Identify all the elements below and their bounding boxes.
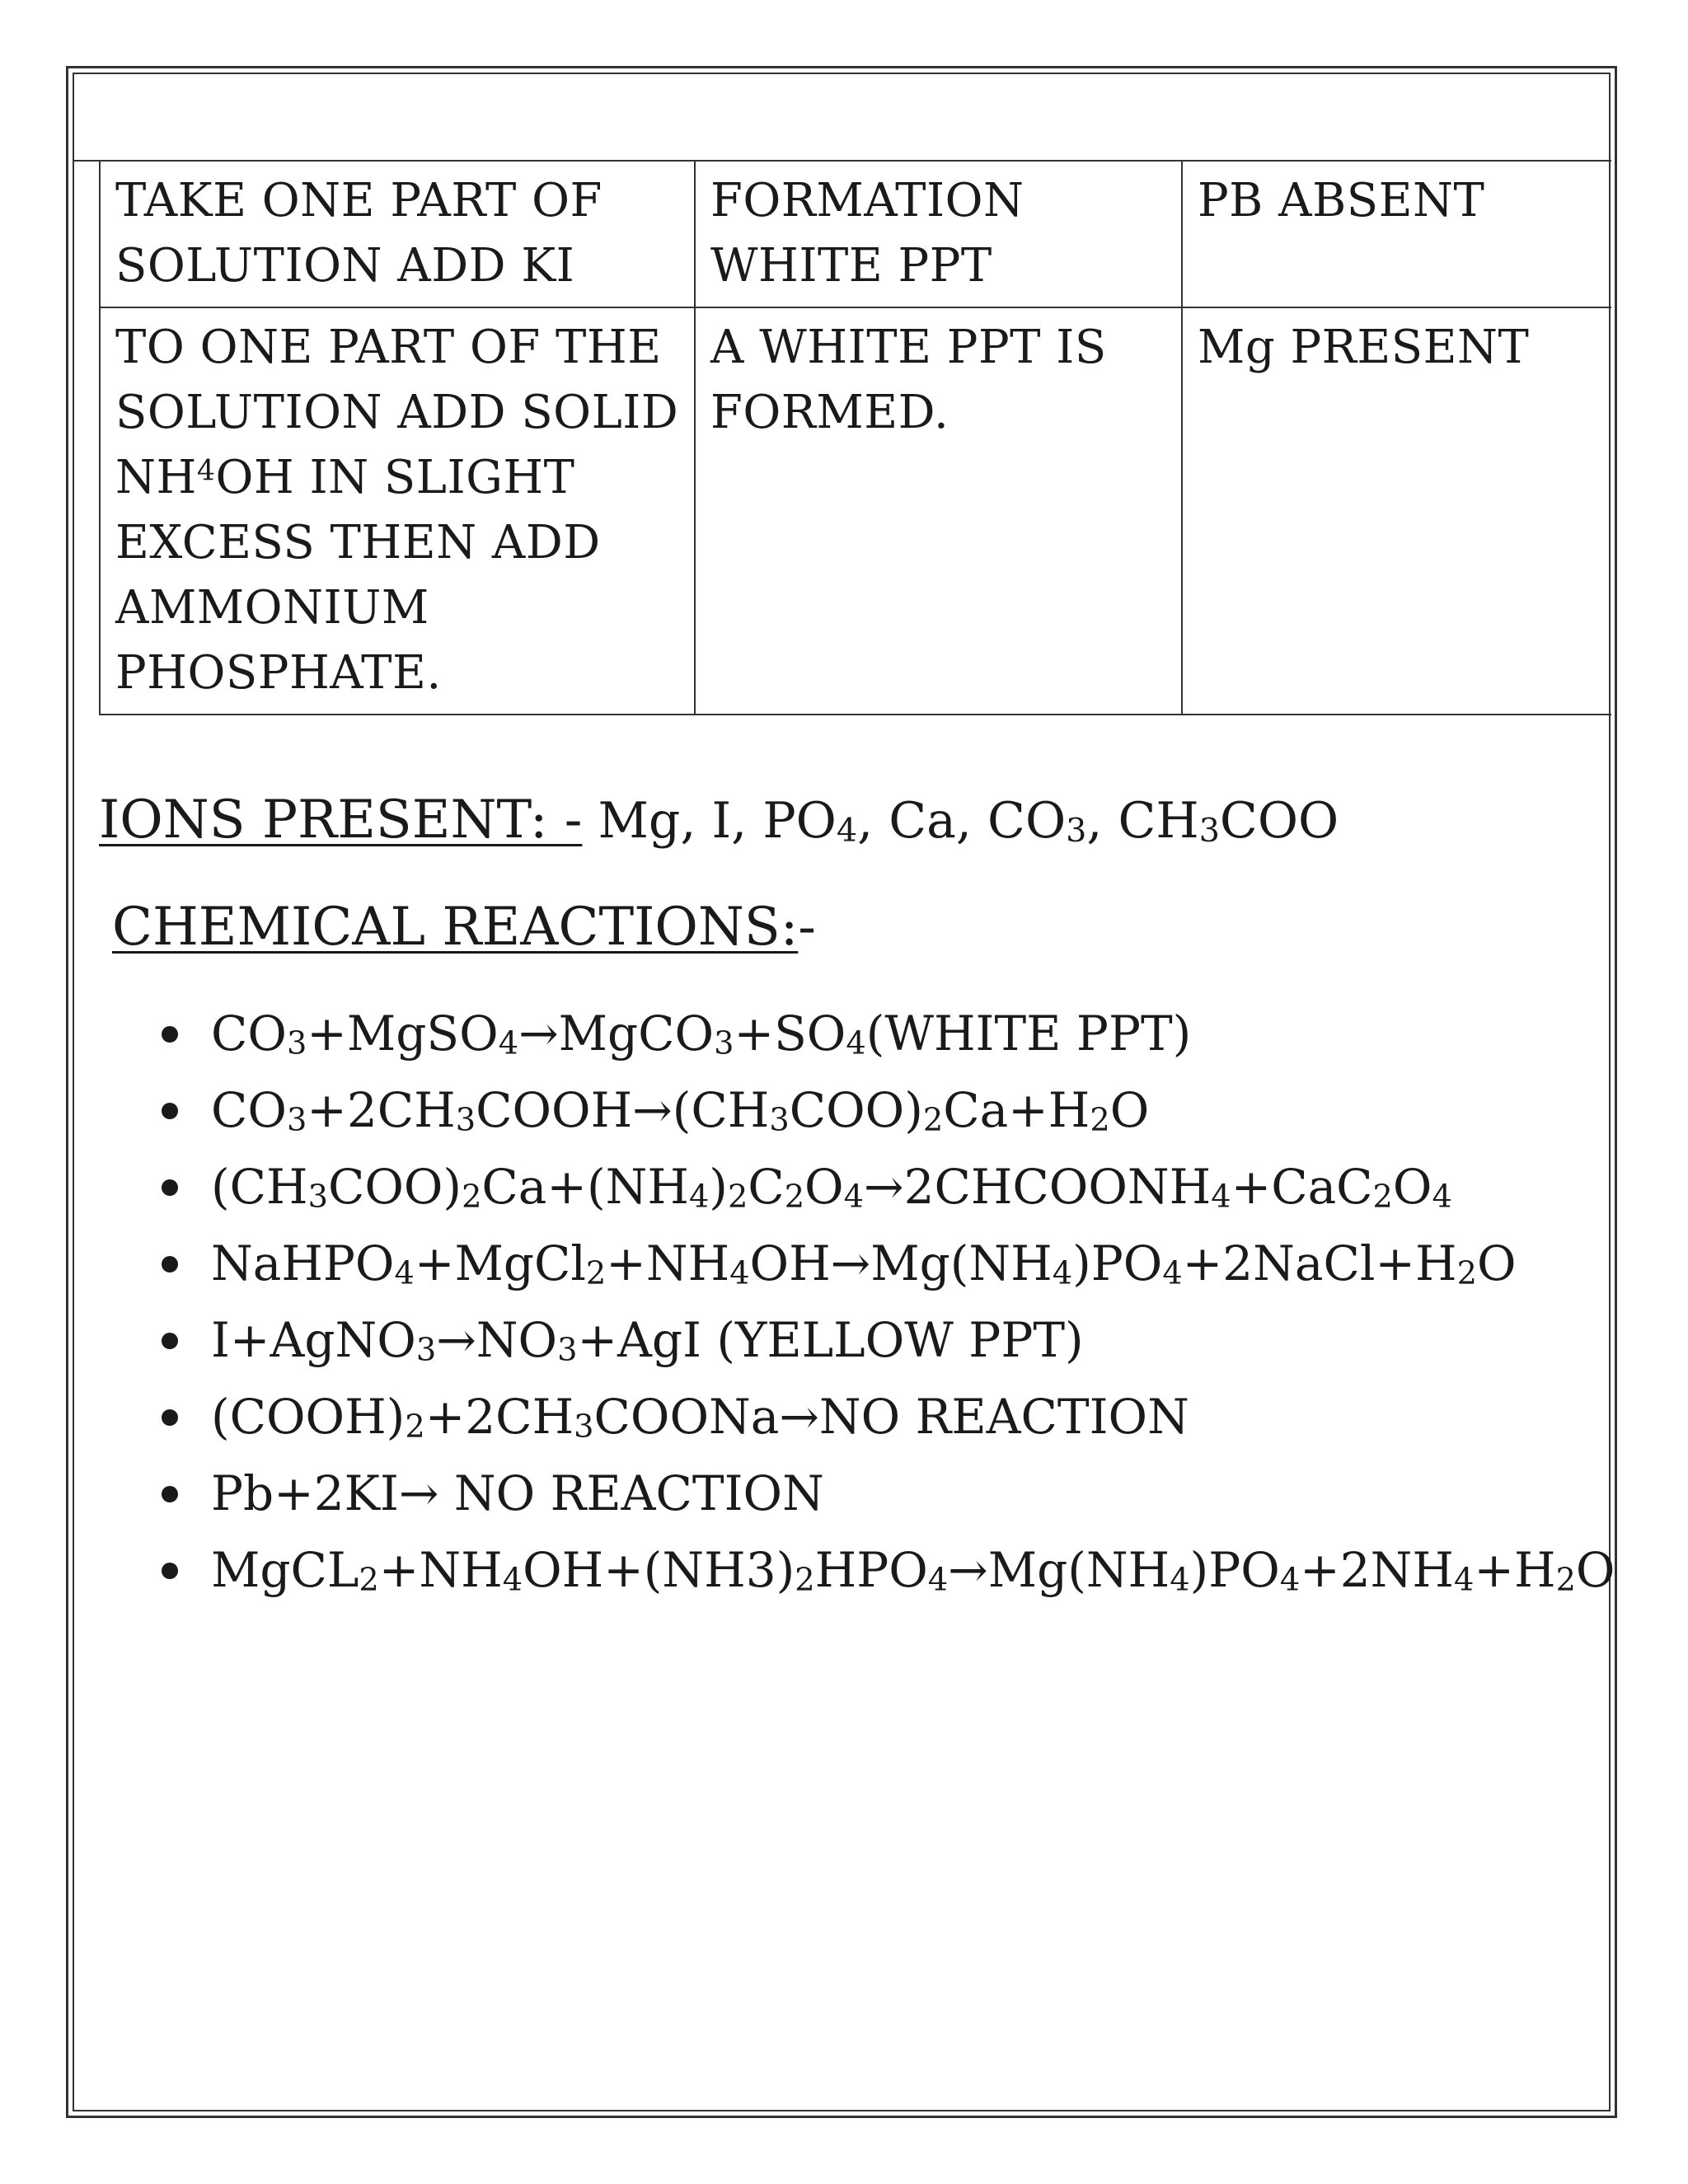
reaction-equation: $CO_3+2CH_3COOH\to(CH_3COO)_2Ca+H_2O$ — [211, 1082, 1150, 1139]
reaction-equation: Pb+2KI→ NO REACTION — [211, 1465, 824, 1521]
experiment-text: TO ONE PART OF THE SOLUTION ADD SOLID NH — [115, 321, 679, 504]
list-item — [157, 1226, 1615, 1302]
list-item — [157, 996, 1615, 1072]
reaction-equation: $(COOH)_2+2CH_3COONa\to NO$ REACTION — [211, 1389, 1189, 1446]
reaction-equation: $I+AgNO_3\to NO_3+AgI$ (YELLOW PPT) — [211, 1312, 1084, 1369]
experiment-cell — [100, 307, 695, 715]
observation-cell: FORMATION WHITE PPT — [695, 161, 1182, 307]
ions-list: Mg, I, $PO_4$, Ca, $CO_3$, $CH_3COO$ — [582, 792, 1339, 850]
table-row — [100, 161, 1611, 307]
superscript: 4 — [196, 454, 216, 488]
bullet-icon — [162, 1333, 178, 1349]
bullet-icon — [162, 1026, 178, 1043]
reaction-equation: $NaHPO_4+MgCl_2+NH_4OH\to Mg(NH_4)PO_4+2NaCl+H_2O$ — [211, 1235, 1517, 1292]
reaction-list — [157, 996, 1615, 1609]
bullet-icon — [162, 1409, 178, 1426]
list-item — [157, 1455, 1615, 1532]
heading-suffix: - — [798, 897, 816, 958]
test-results-table — [99, 160, 1611, 715]
list-item — [157, 1532, 1615, 1609]
reaction-equation: $CO_3+MgSO_4\to MgCO_3+SO_4(WHITE$ PPT) — [211, 1005, 1192, 1062]
table-row — [100, 307, 1611, 715]
bullet-icon — [162, 1563, 178, 1579]
chemical-reactions-heading — [112, 894, 816, 960]
experiment-cell: TAKE ONE PART OF SOLUTION ADD KI — [100, 161, 695, 307]
ions-present-heading: IONS PRESENT: - — [99, 790, 583, 851]
bullet-icon — [162, 1256, 178, 1272]
observation-cell: A WHITE PPT IS FORMED. — [695, 307, 1182, 715]
list-item — [157, 1379, 1615, 1455]
bullet-icon — [162, 1103, 178, 1119]
ions-present-line — [99, 787, 1339, 854]
bullet-icon — [162, 1486, 178, 1502]
list-item — [157, 1149, 1615, 1226]
list-item — [157, 1072, 1615, 1149]
inference-cell: Mg PRESENT — [1182, 307, 1611, 715]
inference-cell: PB ABSENT — [1182, 161, 1611, 307]
bullet-icon — [162, 1179, 178, 1196]
list-item — [157, 1302, 1615, 1379]
experiment-text: OH IN SLIGHT EXCESS THEN ADD AMMONIUM PHOSPHATE. — [115, 451, 601, 700]
reaction-equation: $(CH_3COO)_2Ca+(NH_4)_2C_2O_4\to 2CHCOONH_4+CaC_2O_4$ — [211, 1159, 1452, 1216]
chemical-reactions-label: CHEMICAL REACTIONS: — [112, 897, 799, 958]
reaction-equation: $MgCL_2+NH_4OH+(NH3)_2HPO_4\to Mg(NH_4)PO_4+2NH_4+H_2O$ — [211, 1542, 1615, 1599]
